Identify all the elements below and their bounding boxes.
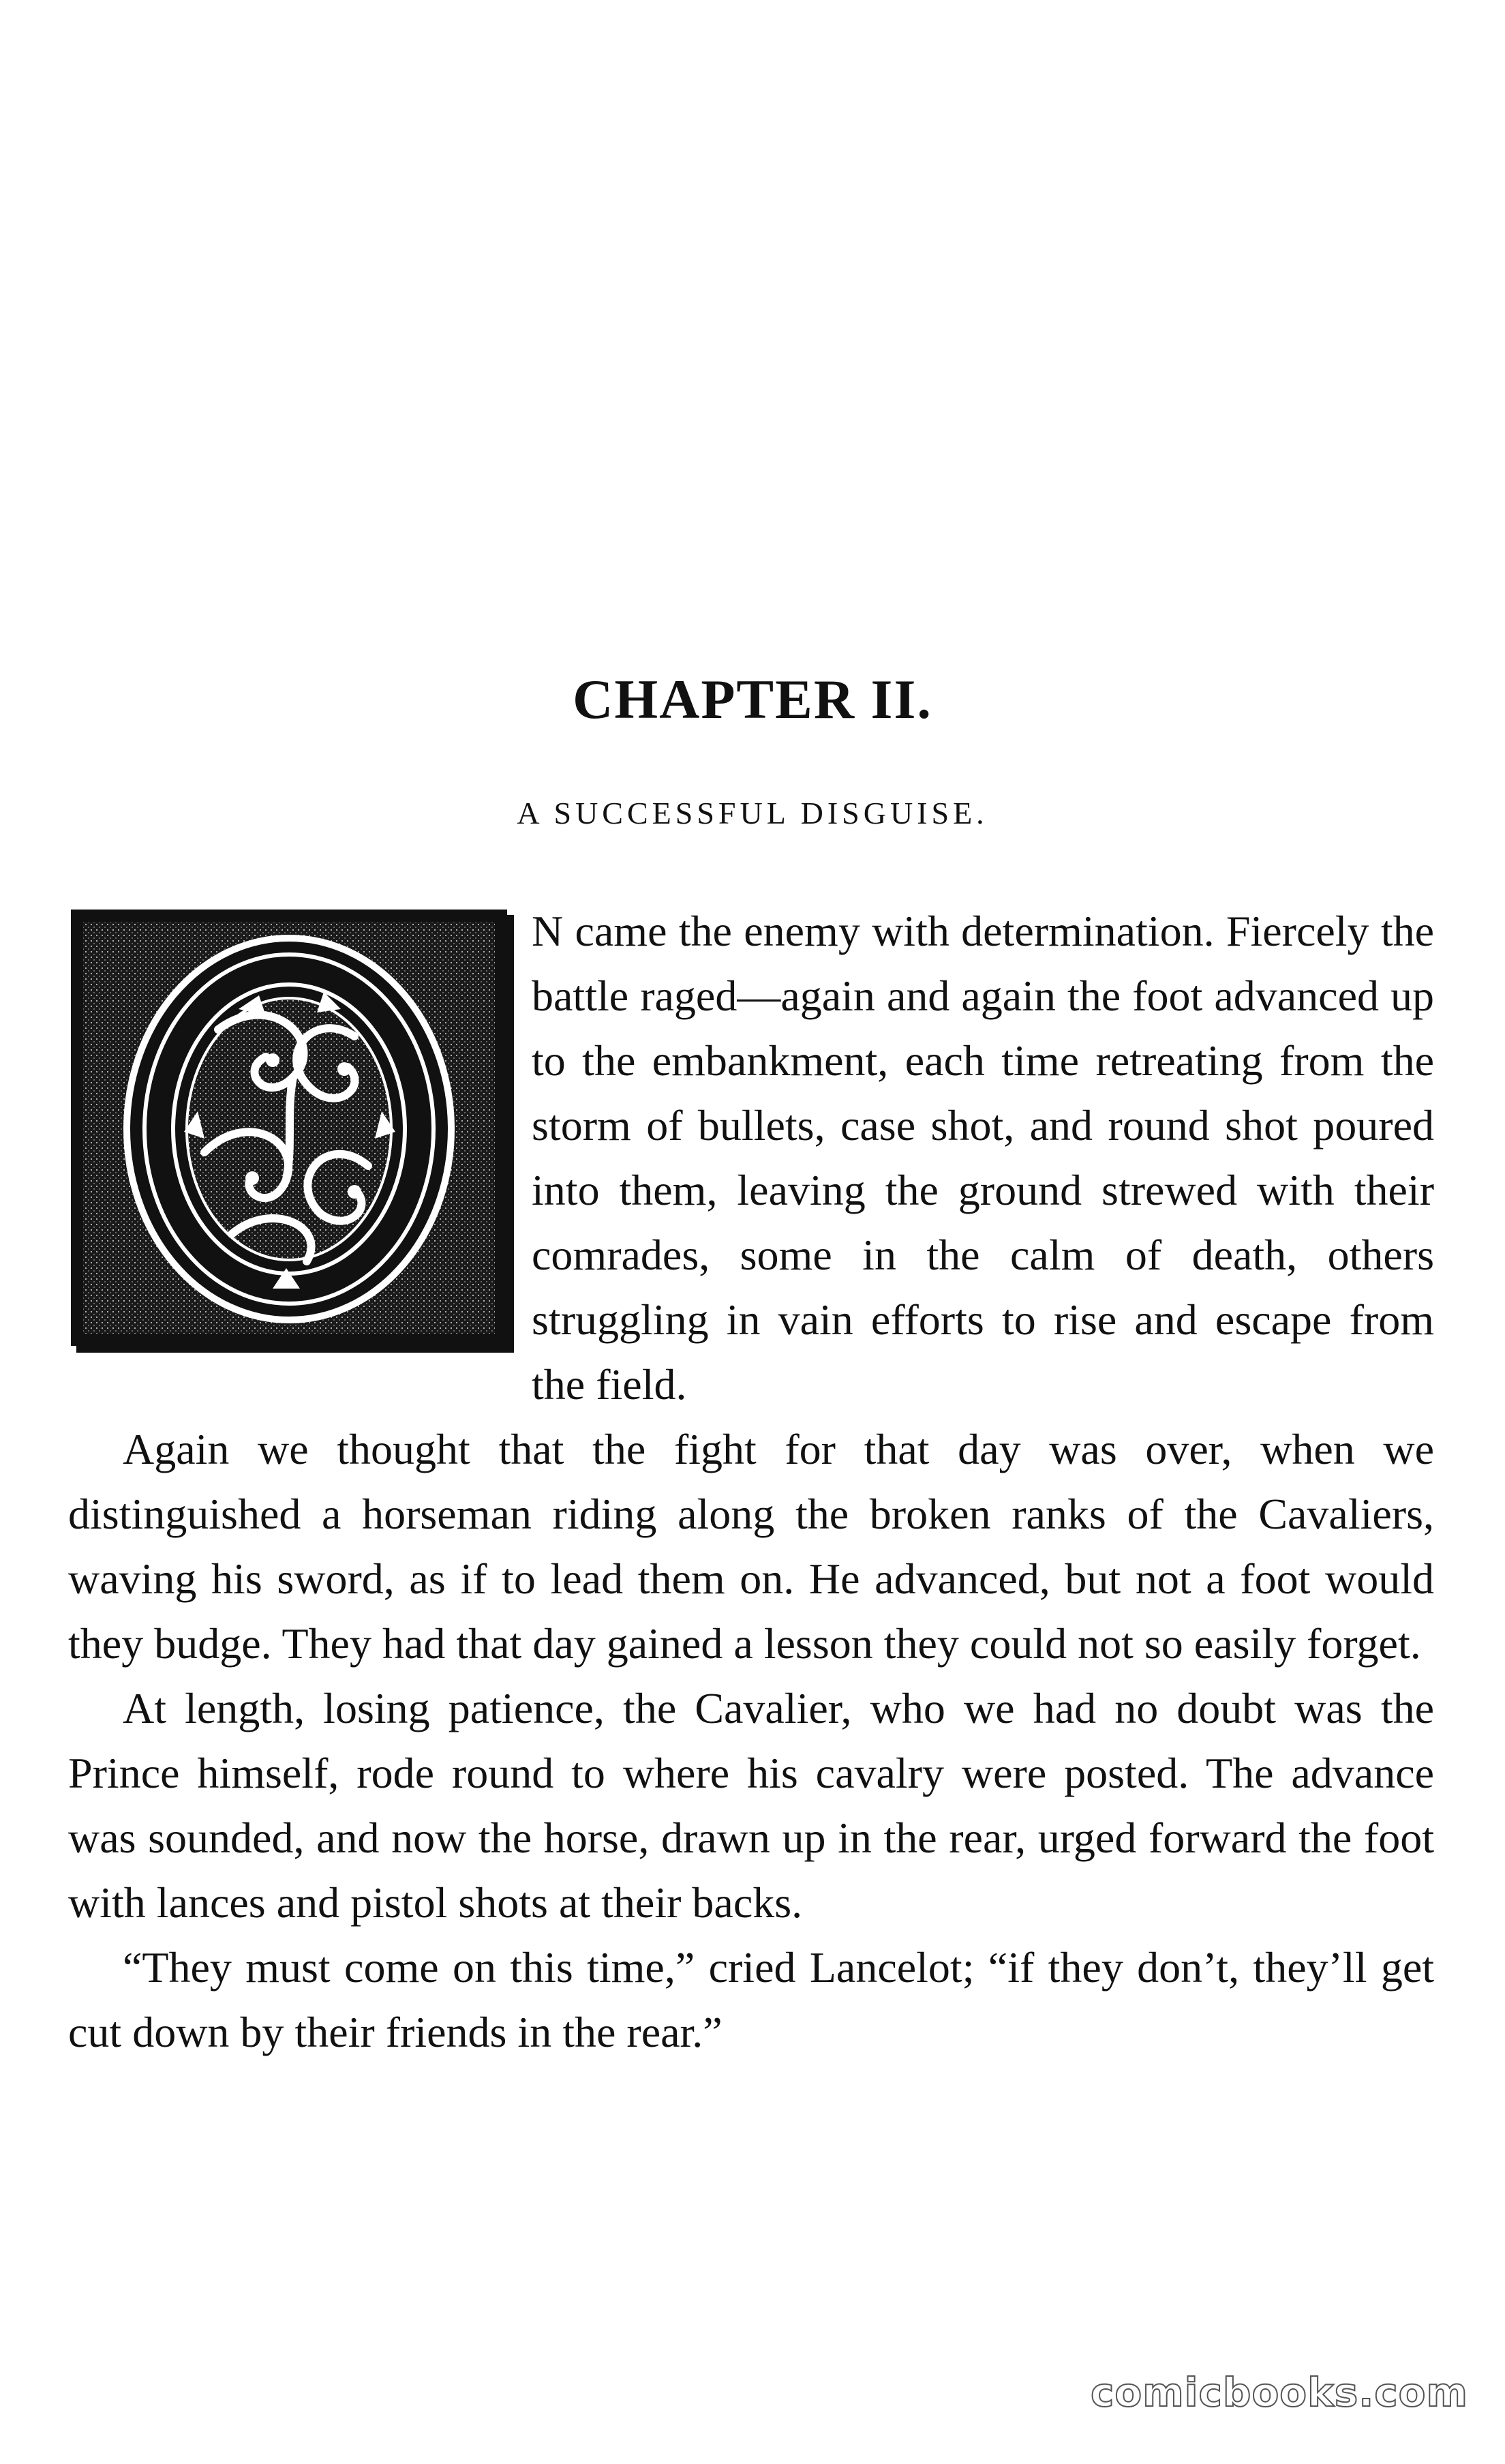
watermark: comicbooks.com [1091,2369,1468,2416]
paragraph-2: Again we thought that the fight for that day was over, when we distinguished a horseman riding along the broken ranks of the Cavaliers, waving his sword, as if to lead them on. He advanced, but not a foot would they budge. They had that day gained a lesson they could not so easily forget. [68,1425,1434,1668]
paragraph-3: At length, losing patience, the Cavalier, who we had no doubt was the Prince himself, rode round to where his cavalry were posted. The advance was sounded, and now the horse, drawn up in the rear, urged forward the foot with lances and pistol shots at their backs. [68,1684,1434,1927]
paragraph-1: N came the enemy with determination. Fiercely the battle raged—again and again the foot advanced up to the embankment, each time retreating from the storm of bullets, case shot, and round shot poured into them, leaving the ground strewed with their comrades, some in the calm of death, others struggling in vain efforts to rise and escape from the field. [532,907,1434,1409]
body-text [68,899,1434,2064]
chapter-subtitle: A SUCCESSFUL DISGUISE. [517,796,988,830]
paragraph-4: “They must come on this time,” cried Lancelot; “if they don’t, they’ll get cut down by their friends in the rear.” [68,1943,1434,2056]
dropcap-spacer [68,899,532,1369]
chapter-title: CHAPTER II. [573,668,932,730]
